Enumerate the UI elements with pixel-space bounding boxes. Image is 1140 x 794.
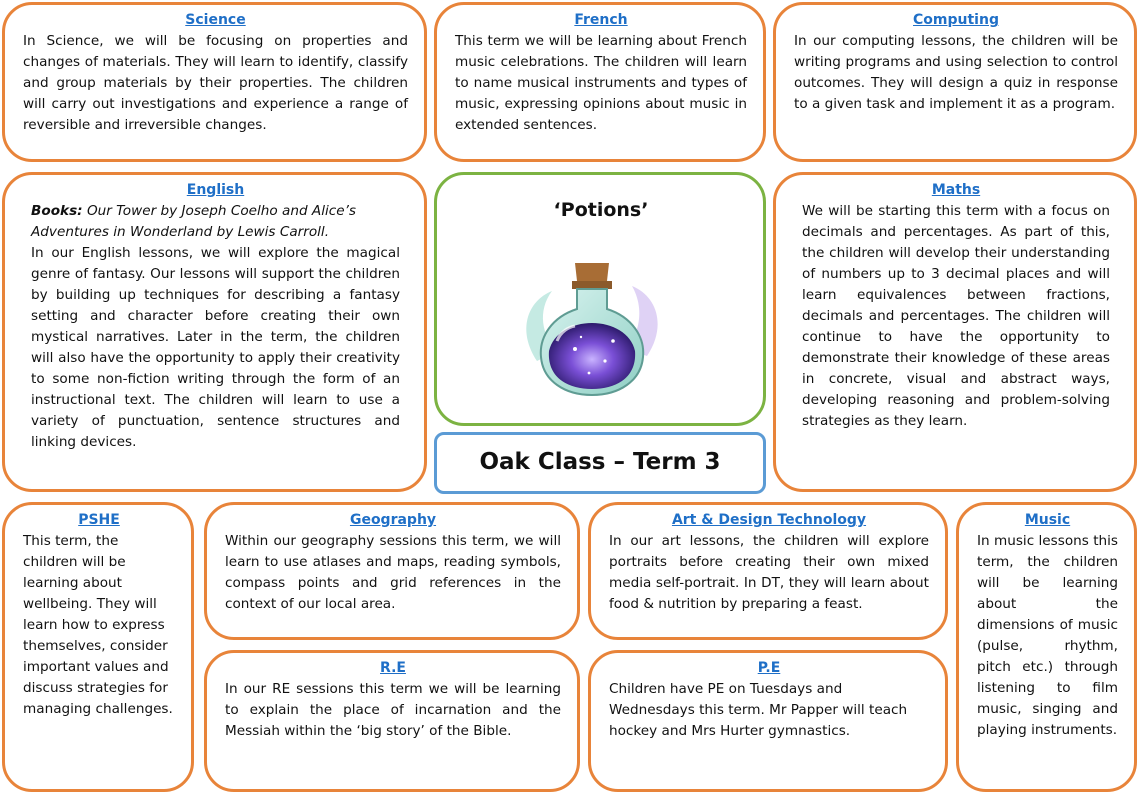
french-panel xyxy=(434,2,766,162)
computing-panel xyxy=(773,2,1137,162)
french-text: This term we will be learning about French music celebrations. The children will learn to name musical instruments and types of music, expressing opinions about music in extended sentences. xyxy=(455,33,747,133)
art-dt-heading: Art & Design Technology xyxy=(671,512,867,528)
science-text: In Science, we will be focusing on properties and changes of materials. They will learn to identify, classify and group materials by their properties. The children will carry out investigations and experience a range of reversible and irreversible changes. xyxy=(23,33,408,133)
re-panel xyxy=(204,650,580,792)
computing-text: In our computing lessons, the children will be writing programs and using selection to control outcomes. They will design a quiz in response to a given task and implement it as a program. xyxy=(794,33,1118,112)
potion-flask-icon xyxy=(517,241,667,401)
pshe-text: This term, the children will be learning about wellbeing. They will learn how to express themselves, consider important values and discuss strategies for managing challenges. xyxy=(23,533,173,717)
english-books-label: Books: xyxy=(31,203,83,219)
art-dt-panel xyxy=(588,502,948,640)
english-text: In our English lessons, we will explore the magical genre of fantasy. Our lessons will support the children by building up techniques for describing a fantasy setting and character before creating their own mystical narratives. Later in the term, the children will also have the opportunity to apply their creativity to some non-fiction writing through the form of an instructional text. The children will learn to use a variety of punctuation, sentence structures and linking devices. xyxy=(31,245,400,450)
music-heading: Music xyxy=(1024,512,1071,528)
music-text: In music lessons this term, the children will be learning about the dimensions of music (pulse, rhythm, pitch etc.) through listening to film music, singing and playing instruments. xyxy=(977,533,1118,738)
art-dt-text: In our art lessons, the children will explore portraits before creating their own mixed media self-portrait. In DT, they will learn about food & nutrition by preparing a feast. xyxy=(609,533,929,612)
topic-panel xyxy=(434,172,766,426)
re-text: In our RE sessions this term we will be learning to explain the place of incarnation and the Messiah within the ‘big story’ of the Bible. xyxy=(225,681,561,739)
pe-heading: P.E xyxy=(757,660,781,676)
pshe-heading: PSHE xyxy=(78,512,120,528)
english-books xyxy=(31,201,400,243)
english-panel xyxy=(2,172,427,492)
geography-panel xyxy=(204,502,580,640)
computing-heading: Computing xyxy=(913,12,999,28)
pe-text: Children have PE on Tuesdays and Wednesdays this term. Mr Papper will teach hockey and Mrs Hurter gymnastics. xyxy=(609,681,908,739)
geography-heading: Geography xyxy=(349,512,437,528)
pshe-panel xyxy=(2,502,194,792)
science-heading: Science xyxy=(185,12,246,28)
science-panel xyxy=(2,2,427,162)
maths-text: We will be starting this term with a focus on decimals and percentages. As part of this, the children will develop their understanding of numbers up to 3 decimal places and will learn equivalences between fractions, decimals and percentages. The children will continue to have the opportunity to demonstrate their knowledge of these areas in concrete, visual and abstract ways, developing reasoning and problem-solving strategies as they learn. xyxy=(802,203,1110,429)
class-term-title: Oak Class – Term 3 xyxy=(479,449,721,475)
re-heading: R.E xyxy=(380,660,406,676)
pe-panel xyxy=(588,650,948,792)
maths-heading: Maths xyxy=(931,182,981,198)
class-banner xyxy=(434,432,766,494)
maths-panel xyxy=(773,172,1137,492)
english-heading: English xyxy=(186,182,245,198)
french-heading: French xyxy=(574,12,628,28)
music-panel xyxy=(956,502,1137,792)
geography-text: Within our geography sessions this term, we will learn to use atlases and maps, reading symbols, compass points and grid references in the context of our local area. xyxy=(225,533,561,612)
topic-title: ‘Potions’ xyxy=(553,199,649,221)
english-books-titles: Our Tower by Joseph Coelho and Alice’s Adventures in Wonderland by Lewis Carroll. xyxy=(31,203,357,240)
